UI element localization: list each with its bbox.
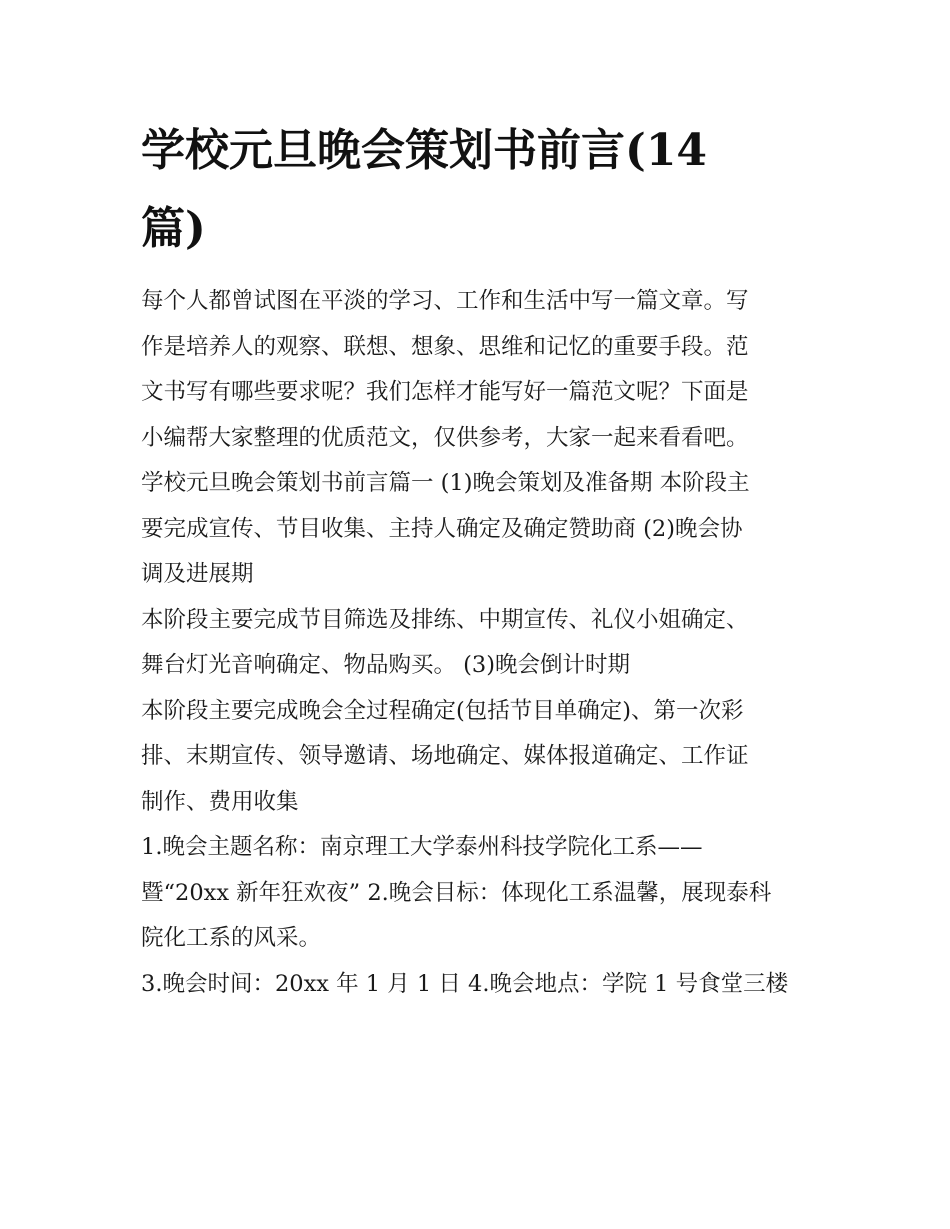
body-line: 要完成宣传、节目收集、主持人确定及确定赞助商 (2)晚会协 <box>141 515 743 542</box>
body-line: 制作、费用收集 <box>141 788 299 815</box>
body-line: 调及进展期 <box>141 561 254 587</box>
document-title <box>141 112 821 268</box>
title-line-1: 学校元旦晚会策划书前言(14 <box>141 125 708 176</box>
body-line: 文书写有哪些要求呢？我们怎样才能写好一篇范文呢？下面是 <box>141 379 749 405</box>
body-line: 本阶段主要完成晚会全过程确定(包括节目单确定)、第一次彩 <box>141 697 744 724</box>
body-line: 1.晚会主题名称：南京理工大学泰州科技学院化工系—— <box>141 834 703 860</box>
document-body <box>141 279 821 1007</box>
body-line: 3.晚会时间：20xx 年 1 月 1 日 4.晚会地点：学院 1 号食堂三楼 <box>141 970 789 997</box>
body-line: 院化工系的风采。 <box>141 925 322 951</box>
body-line: 每个人都曾试图在平淡的学习、工作和生活中写一篇文章。写 <box>141 288 749 314</box>
body-line: 排、末期宣传、领导邀请、场地确定、媒体报道确定、工作证 <box>141 743 749 769</box>
body-line: 小编帮大家整理的优质范文，仅供参考，大家一起来看看吧。 <box>141 424 749 451</box>
body-line: 暨“20xx 新年狂欢夜” 2.晚会目标：体现化工系温馨，展现泰科 <box>141 879 772 906</box>
title-line-2: 篇) <box>141 203 206 254</box>
body-line: 学校元旦晚会策划书前言篇一 (1)晚会策划及准备期 本阶段主 <box>141 470 750 496</box>
body-line: 舞台灯光音响确定、物品购买。 (3)晚会倒计时期 <box>141 652 631 678</box>
body-line: 作是培养人的观察、联想、想象、思维和记忆的重要手段。范 <box>141 333 749 360</box>
body-line: 本阶段主要完成节目筛选及排练、中期宣传、礼仪小姐确定、 <box>141 606 749 633</box>
